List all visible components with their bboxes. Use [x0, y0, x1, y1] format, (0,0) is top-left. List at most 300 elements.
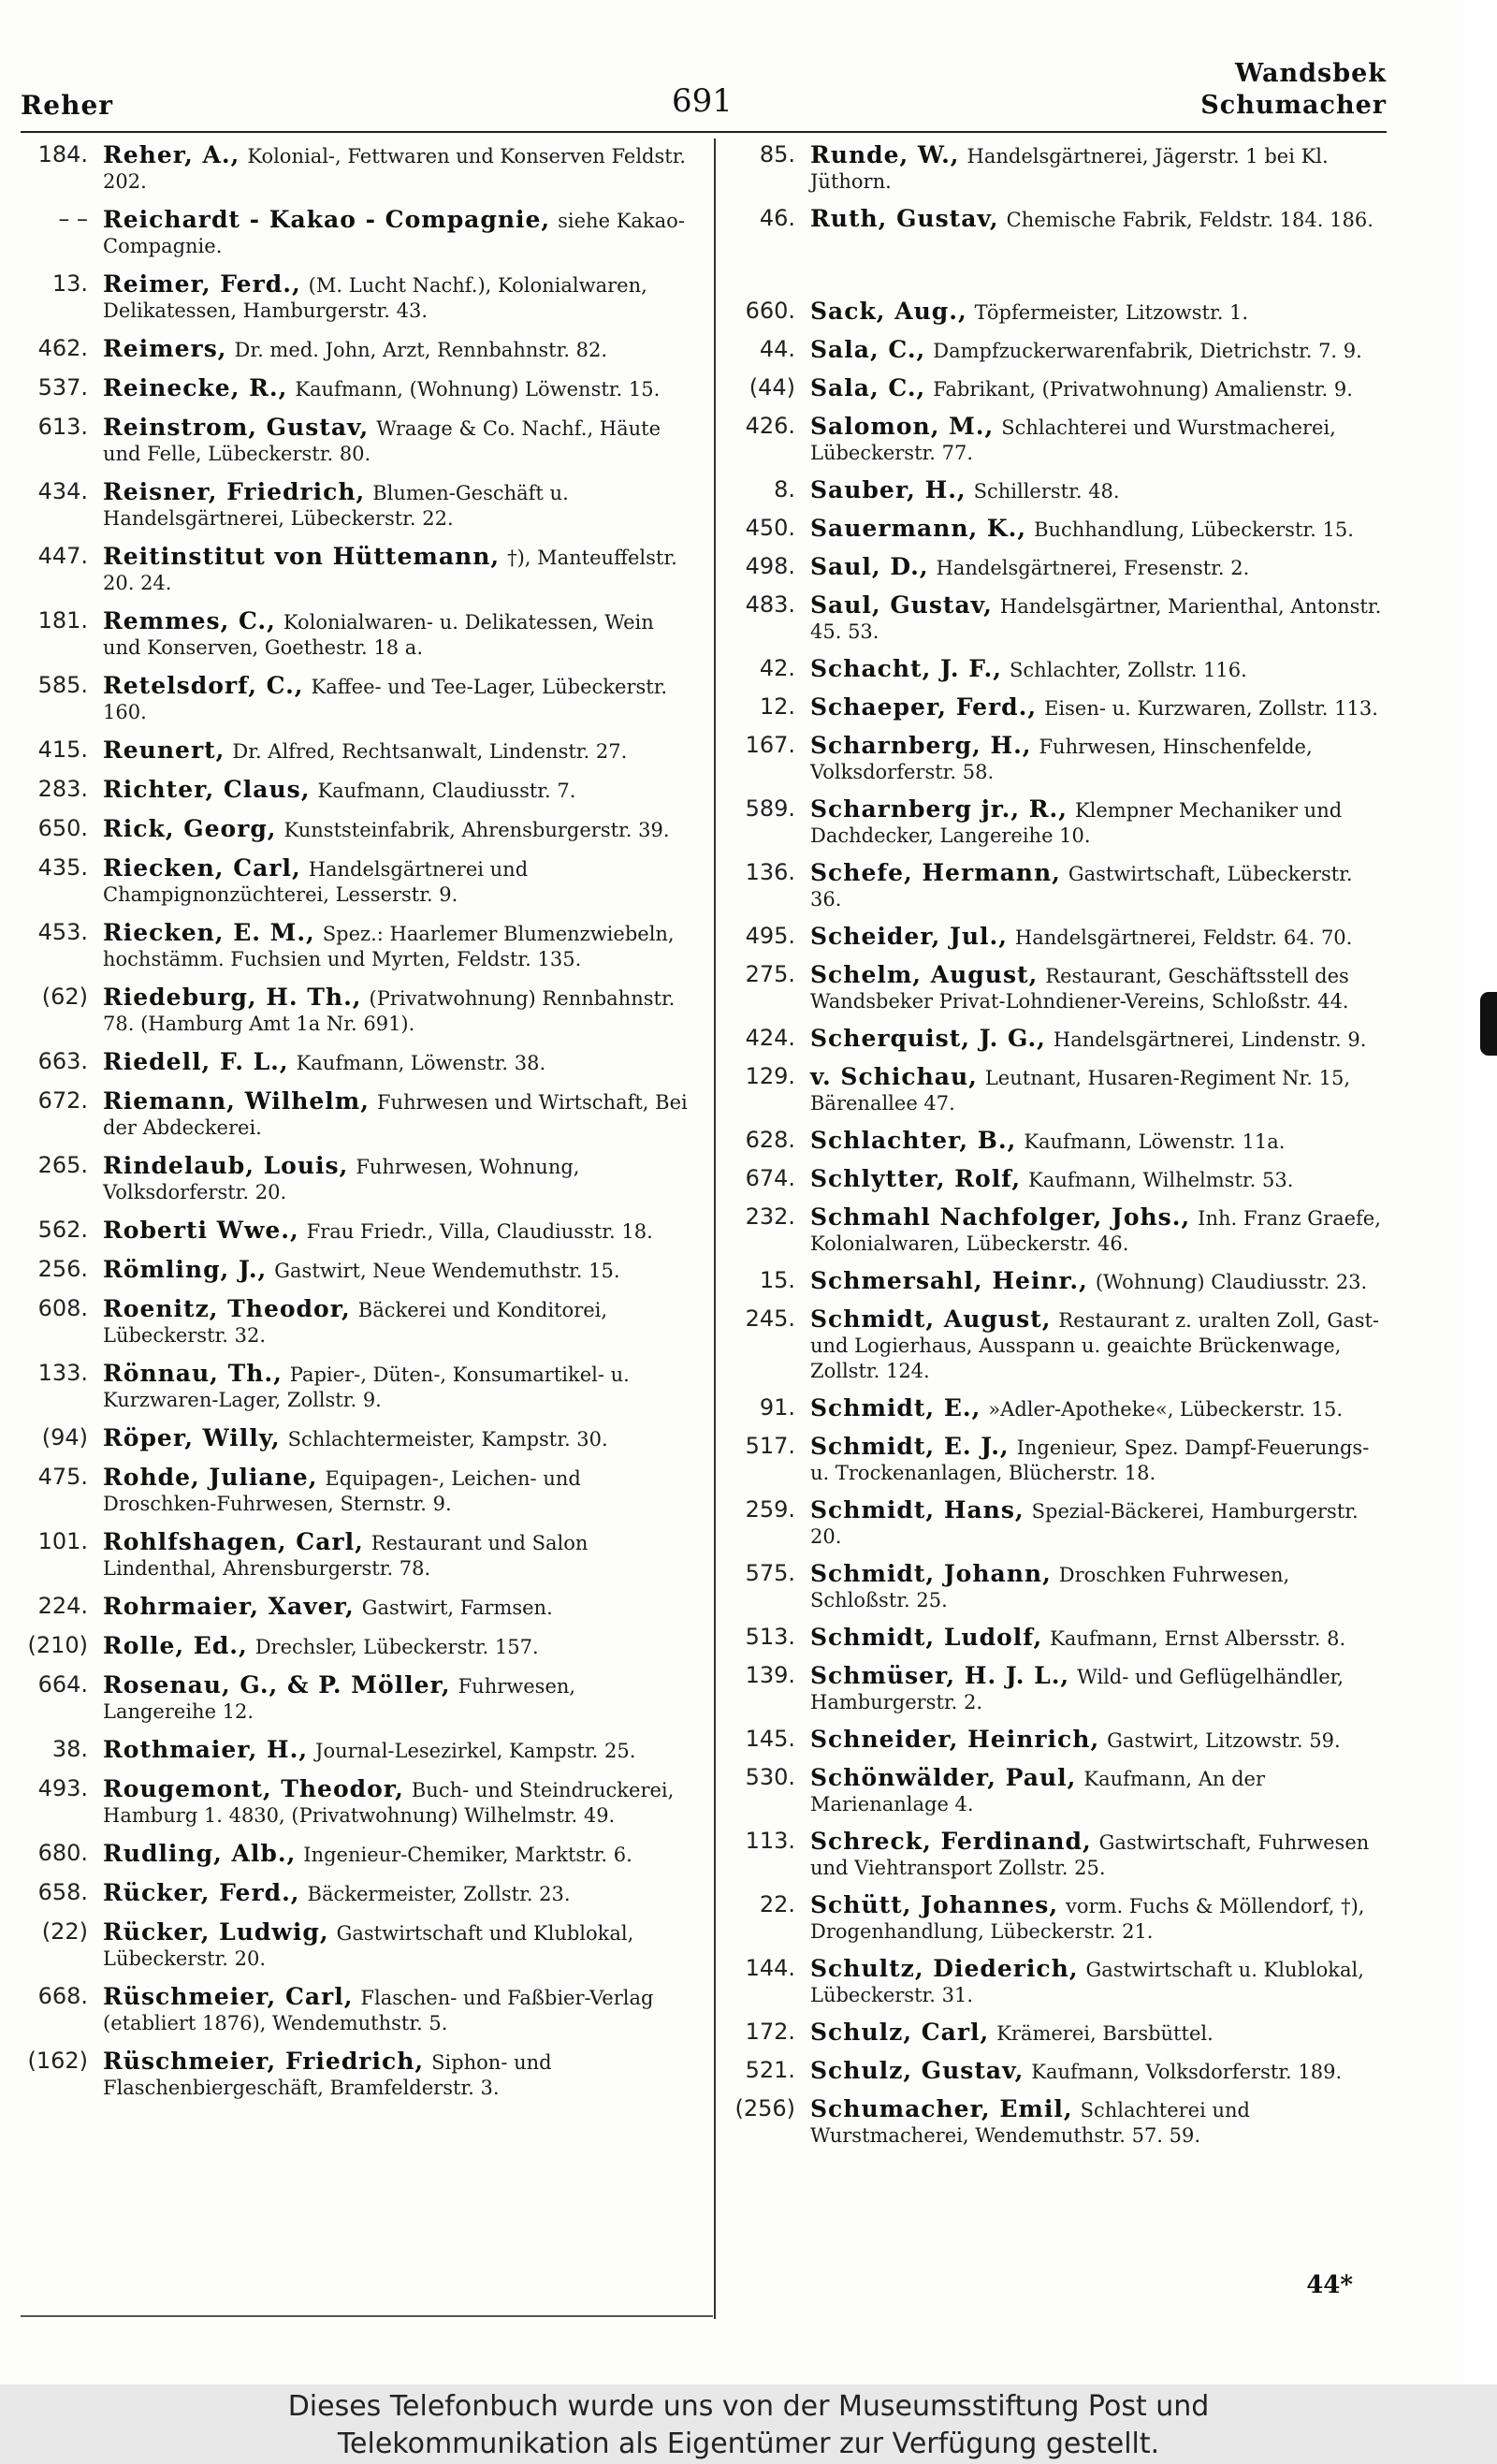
directory-entry: [21, 142, 694, 195]
entry-name: Schmahl Nachfolger, Johs.,: [810, 1203, 1191, 1231]
directory-entry: [21, 1217, 694, 1245]
entry-phone-number: 498.: [745, 553, 795, 579]
entry-detail: Gastwirtschaft, Lübeckerstr. 36.: [810, 863, 1353, 911]
entry-name: Schefe, Hermann,: [810, 859, 1061, 886]
entry-phone-number: 38.: [51, 1736, 88, 1762]
entry-phone-number: 450.: [745, 515, 795, 541]
entry-detail: Schlachtermeister, Kampstr. 30.: [287, 1428, 608, 1451]
entry-phone-number: (210): [27, 1632, 88, 1658]
entry-detail: Kaufmann, Claudiusstr. 7.: [317, 780, 576, 802]
entry-phone-number: 167.: [745, 732, 795, 758]
entry-detail: Spezial-Bäckerei, Hamburgerstr. 20.: [810, 1500, 1359, 1548]
entry-detail: Bäckermeister, Zollstr. 23.: [307, 1883, 571, 1905]
entry-phone-number: 12.: [759, 693, 795, 720]
entry-name: Roenitz, Theodor,: [103, 1295, 351, 1322]
header-right-keywords: [1200, 58, 1387, 122]
entry-detail: (Privatwohnung) Rennbahnstr. 78. (Hamburg Amt 1a Nr. 691).: [103, 987, 676, 1035]
directory-entry: [728, 860, 1388, 912]
entry-detail: Leutnant, Husaren-Regiment Nr. 15, Bärenallee 47.: [810, 1067, 1351, 1115]
directory-entry: [728, 1829, 1388, 1881]
entry-name: Schelm, August,: [810, 961, 1039, 988]
entry-phone-number: 13.: [51, 270, 88, 297]
directory-entry: [728, 733, 1388, 785]
entry-detail: Fuhrwesen, Wohnung, Volksdorferstr. 20.: [103, 1156, 580, 1203]
entry-name: Rudling, Alb.,: [103, 1840, 297, 1867]
entry-phone-number: 426.: [745, 413, 795, 439]
entry-name: Schütt, Johannes,: [810, 1891, 1059, 1918]
entry-detail: Equipagen-, Leichen- und Droschken-Fuhrwesen, Sternstr. 9.: [103, 1467, 581, 1515]
entry-phone-number: 435.: [37, 854, 88, 881]
column-divider: [714, 139, 716, 2319]
entry-name: Scheider, Jul.,: [810, 923, 1008, 950]
directory-entry: [728, 516, 1388, 543]
entry-phone-number: 453.: [37, 919, 88, 945]
entry-name: Schlytter, Rolf,: [810, 1165, 1022, 1192]
entry-phone-number: 232.: [745, 1203, 795, 1230]
entry-detail: Gastwirt, Farmsen.: [361, 1596, 553, 1619]
entry-name: Scherquist, J. G.,: [810, 1025, 1046, 1052]
entry-phone-number: 46.: [759, 205, 795, 231]
entry-name: Rüschmeier, Carl,: [103, 1983, 354, 2010]
entry-detail: Gastwirtschaft u. Klublokal, Lübeckerstr. 31.: [810, 1959, 1364, 2006]
entry-detail: Siphon- und Flaschenbiergeschäft, Bramfelderstr. 3.: [103, 2051, 552, 2099]
directory-entry: [21, 479, 694, 532]
entry-phone-number: 91.: [759, 1394, 795, 1421]
entry-name: Retelsdorf, C.,: [103, 672, 304, 699]
entry-name: Schlachter, B.,: [810, 1127, 1017, 1154]
entry-phone-number: 256.: [37, 1256, 88, 1282]
entry-name: Schönwälder, Paul,: [810, 1764, 1077, 1791]
directory-entry: [728, 1064, 1388, 1116]
attribution-line2: Telekommunikation als Eigentümer zur Verfügung gestellt.: [337, 2428, 1160, 2460]
entry-detail: Schlachterei und Wurstmacherei, Wendemuthstr. 57. 59.: [810, 2099, 1250, 2147]
directory-entry: [728, 375, 1388, 402]
entry-phone-number: (22): [41, 1918, 88, 1945]
attribution-line1: Dieses Telefonbuch wurde uns von der Museumsstiftung Post und: [287, 2390, 1210, 2423]
entry-name: Rohlfshagen, Carl,: [103, 1528, 364, 1555]
entry-detail: Flaschen- und Faßbier-Verlag (etabliert 1876), Wendemuthstr. 5.: [103, 1987, 654, 2034]
entry-name: Schultz, Diederich,: [810, 1955, 1079, 1982]
entry-phone-number: 613.: [37, 414, 88, 440]
attribution-banner: [0, 2384, 1497, 2464]
right-column: [728, 142, 1388, 2160]
entry-detail: Fuhrwesen, Langereihe 12.: [103, 1675, 576, 1723]
entry-name: Schulz, Carl,: [810, 2019, 990, 2046]
entry-name: Sack, Aug.,: [810, 298, 967, 325]
entry-detail: Kunststeinfabrik, Ahrensburgerstr. 39.: [283, 819, 670, 841]
entry-name: Riecken, Carl,: [103, 854, 301, 882]
entry-phone-number: 628.: [745, 1127, 795, 1153]
entry-detail: Droschken Fuhrwesen, Schloßstr. 25.: [810, 1564, 1290, 1611]
entry-detail: siehe Kakao-Compagnie.: [103, 210, 685, 257]
entry-phone-number: 585.: [37, 672, 88, 698]
directory-entry: [728, 2058, 1388, 2085]
entry-name: Saul, D.,: [810, 553, 929, 580]
entry-name: Schulz, Gustav,: [810, 2057, 1025, 2084]
entry-phone-number: 562.: [37, 1217, 88, 1243]
entry-name: Schmidt, Johann,: [810, 1560, 1052, 1587]
entry-detail: Buchhandlung, Lübeckerstr. 15.: [1034, 518, 1354, 541]
entry-name: Reimers,: [103, 335, 227, 362]
directory-entry: [728, 2019, 1388, 2047]
entry-phone-number: 668.: [37, 1983, 88, 2009]
entry-phone-number: 660.: [745, 298, 795, 324]
header-left-keyword: Reher: [21, 90, 114, 121]
entry-name: Schmidt, Hans,: [810, 1496, 1025, 1524]
entry-detail: Kaufmann, An der Marienanlage 4.: [810, 1768, 1265, 1815]
entry-phone-number: 44.: [759, 336, 795, 362]
entry-phone-number: 530.: [745, 1764, 795, 1790]
entry-detail: Restaurant z. uralten Zoll, Gast- und Logierhaus, Ausspann u. geaichte Brückenwage, Zollstr. 124.: [810, 1309, 1380, 1382]
entry-detail: (Wohnung) Claudiusstr. 23.: [1095, 1271, 1368, 1293]
directory-entry: [21, 777, 694, 804]
directory-entry: [21, 1361, 694, 1413]
entry-name: Roberti Wwe.,: [103, 1217, 299, 1244]
entry-detail: Fuhrwesen und Wirtschaft, Bei der Abdeckerei.: [103, 1091, 688, 1139]
directory-entry: [21, 1984, 694, 2036]
directory-entry: [728, 477, 1388, 504]
directory-entry: [21, 984, 694, 1037]
entry-name: Rosenau, G., & P. Möller,: [103, 1671, 451, 1699]
directory-entry: [21, 737, 694, 765]
directory-entry: [728, 962, 1388, 1014]
entry-phone-number: 283.: [37, 776, 88, 802]
entry-detail: Schillerstr. 48.: [973, 480, 1120, 503]
entry-phone-number: 42.: [759, 655, 795, 681]
entry-phone-number: 495.: [745, 923, 795, 949]
directory-entry: [728, 1625, 1388, 1652]
entry-detail: Kaufmann, Löwenstr. 38.: [296, 1052, 546, 1074]
entry-detail: Kolonial-, Fettwaren und Konserven Feldstr. 202.: [103, 145, 687, 193]
entry-phone-number: 172.: [745, 2019, 795, 2045]
entry-detail: Kaufmann, Ernst Albersstr. 8.: [1050, 1627, 1346, 1650]
entry-phone-number: 608.: [37, 1295, 88, 1321]
entry-detail: Kaffee- und Tee-Lager, Lübeckerstr. 160.: [103, 676, 668, 723]
entry-detail: Gastwirtschaft und Klublokal, Lübeckerstr. 20.: [103, 1922, 634, 1970]
entry-name: Sala, C.,: [810, 374, 926, 401]
directory-entry: [728, 1561, 1388, 1613]
directory-entry: [21, 1257, 694, 1284]
entry-phone-number: 517.: [745, 1433, 795, 1459]
directory-entry: [728, 337, 1388, 364]
entry-phone-number: 15.: [759, 1267, 795, 1293]
entry-name: Schmidt, E.,: [810, 1394, 981, 1422]
directory-entry: [21, 375, 694, 402]
entry-name: Schaeper, Ferd.,: [810, 693, 1038, 721]
entry-phone-number: 447.: [37, 543, 88, 569]
directory-entry: [728, 206, 1388, 233]
entry-name: Runde, W.,: [810, 141, 960, 168]
entry-phone-number: (44): [748, 374, 795, 401]
entry-phone-number: 424.: [745, 1025, 795, 1051]
entry-phone-number: 245.: [745, 1305, 795, 1332]
directory-entry: [728, 142, 1388, 195]
entry-detail: Papier-, Düten-, Konsumartikel- u. Kurzwaren-Lager, Zollstr. 9.: [103, 1363, 630, 1411]
entry-detail: Handelsgärtnerei, Feldstr. 64. 70.: [1014, 926, 1353, 949]
entry-detail: Handelsgärtnerei und Champignonzüchterei, Lesserstr. 9.: [103, 858, 529, 906]
directory-entry: [728, 1204, 1388, 1257]
directory-entry: [728, 1663, 1388, 1715]
directory-entry: [21, 336, 694, 363]
entry-phone-number: (162): [27, 2048, 88, 2074]
header-right-line2: Schumacher: [1200, 91, 1387, 120]
entry-phone-number: 513.: [745, 1624, 795, 1650]
directory-entry: [728, 1892, 1388, 1945]
entry-phone-number: 144.: [745, 1955, 795, 1981]
entry-name: Sauber, H.,: [810, 476, 967, 503]
directory-entry: [21, 415, 694, 467]
directory-entry: [728, 554, 1388, 581]
entry-phone-number: 113.: [745, 1828, 795, 1854]
entry-name: v. Schichau,: [810, 1063, 978, 1090]
entry-name: Ruth, Gustav,: [810, 205, 999, 232]
binding-edge-mark: [1480, 992, 1497, 1056]
entry-name: Reitinstitut von Hüttemann,: [103, 543, 501, 570]
entry-detail: Handelsgärtnerei, Jägerstr. 1 bei Kl. Jüthorn.: [810, 145, 1329, 193]
entry-name: Reisner, Friedrich,: [103, 478, 366, 505]
entry-name: Salomon, M.,: [810, 413, 995, 440]
entry-name: Schumacher, Emil,: [810, 2095, 1073, 2122]
entry-name: Riedeburg, H. Th.,: [103, 984, 362, 1011]
entry-detail: Kolonialwaren- u. Delikatessen, Wein und Konserven, Goethestr. 18 a.: [103, 611, 654, 659]
entry-phone-number: 537.: [37, 374, 88, 401]
directory-entry: [728, 592, 1388, 645]
directory-entry: [728, 1727, 1388, 1754]
entry-phone-number: 434.: [37, 478, 88, 504]
entry-phone-number: 493.: [37, 1775, 88, 1801]
entry-phone-number: 415.: [37, 736, 88, 763]
entry-name: Rohde, Juliane,: [103, 1464, 318, 1491]
directory-entry: [21, 1880, 694, 1907]
entry-name: Sala, C.,: [810, 336, 926, 363]
entry-detail: Wild- und Geflügelhändler, Hamburgerstr. 2.: [810, 1666, 1344, 1713]
entry-phone-number: 275.: [745, 961, 795, 987]
entry-phone-number: 136.: [745, 859, 795, 885]
entry-phone-number: (62): [41, 984, 88, 1010]
entry-detail: Frau Friedr., Villa, Claudiusstr. 18.: [306, 1220, 653, 1243]
directory-entry: [21, 1153, 694, 1205]
entry-phone-number: 672.: [37, 1087, 88, 1114]
directory-entry: [728, 1434, 1388, 1486]
directory-entry: [728, 1268, 1388, 1295]
entry-phone-number: 650.: [37, 815, 88, 841]
entry-name: Remmes, C.,: [103, 607, 276, 634]
directory-entry: [728, 1497, 1388, 1550]
entry-name: Reichardt - Kakao - Compagnie,: [103, 206, 551, 233]
entry-name: Rohrmaier, Xaver,: [103, 1593, 355, 1620]
entry-detail: Journal-Lesezirkel, Kampstr. 25.: [315, 1740, 636, 1762]
entry-name: Scharnberg jr., R.,: [810, 795, 1068, 823]
entry-detail: Klempner Mechaniker und Dachdecker, Langereihe 10.: [810, 799, 1343, 847]
entry-phone-number: 181.: [37, 607, 88, 634]
entry-detail: Blumen-Geschäft u. Handelsgärtnerei, Lübeckerstr. 22.: [103, 482, 569, 530]
directory-entry: [21, 1672, 694, 1725]
entry-name: Röper, Willy,: [103, 1424, 281, 1451]
entry-detail: Dr. med. John, Arzt, Rennbahnstr. 82.: [234, 339, 608, 361]
directory-entry: [728, 1026, 1388, 1053]
directory-entry: [21, 1296, 694, 1349]
entry-phone-number: 8.: [774, 476, 795, 503]
directory-entry: [728, 1306, 1388, 1384]
entry-name: Schreck, Ferdinand,: [810, 1828, 1092, 1855]
entry-name: Riedell, F. L.,: [103, 1048, 289, 1075]
entry-detail: Krämerei, Barsbüttel.: [996, 2022, 1214, 2045]
entry-detail: Dr. Alfred, Rechtsanwalt, Lindenstr. 27.: [232, 740, 628, 763]
directory-entry: [728, 694, 1388, 722]
entry-detail: Bäckerei und Konditorei, Lübeckerstr. 32.: [103, 1299, 608, 1347]
entry-phone-number: 663.: [37, 1048, 88, 1074]
entry-detail: Dampfzuckerwarenfabrik, Dietrichstr. 7. 9.: [933, 340, 1362, 362]
directory-entry: [21, 1465, 694, 1517]
directory-entry: [728, 414, 1388, 466]
entry-name: Römling, J.,: [103, 1256, 268, 1283]
entry-detail: Drechsler, Lübeckerstr. 157.: [254, 1636, 539, 1658]
entry-name: Reunert,: [103, 736, 225, 764]
entry-phone-number: 680.: [37, 1840, 88, 1866]
entry-phone-number: 483.: [745, 591, 795, 618]
entry-detail: Handelsgärtnerei, Lindenstr. 9.: [1053, 1028, 1367, 1051]
entry-detail: Gastwirtschaft, Fuhrwesen und Viehtransport Zollstr. 25.: [810, 1831, 1370, 1879]
entry-name: Saul, Gustav,: [810, 591, 993, 619]
entry-phone-number: 145.: [745, 1726, 795, 1752]
directory-entry: [728, 1166, 1388, 1193]
entry-phone-number: 521.: [745, 2057, 795, 2083]
entry-name: Reimer, Ferd.,: [103, 270, 301, 298]
page-margin: [1463, 0, 1497, 2384]
entry-name: Riemann, Wilhelm,: [103, 1087, 370, 1115]
directory-entry: [728, 924, 1388, 951]
directory-entry: [728, 1765, 1388, 1817]
directory-entry: [728, 1395, 1388, 1422]
directory-entry: [21, 271, 694, 324]
entry-detail: Schlachter, Zollstr. 116.: [1009, 659, 1247, 681]
entry-name: Scharnberg, H.,: [810, 732, 1032, 759]
directory-entry: [21, 1633, 694, 1660]
entry-detail: Buch- und Steindruckerei, Hamburg 1. 4830, (Privatwohnung) Wilhelmstr. 49.: [103, 1779, 675, 1827]
directory-entry: [21, 1049, 694, 1076]
entry-detail: Inh. Franz Graefe, Kolonialwaren, Lübeckerstr. 46.: [810, 1207, 1381, 1255]
entry-name: Rücker, Ludwig,: [103, 1918, 329, 1946]
entry-detail: Ingenieur-Chemiker, Marktstr. 6.: [303, 1844, 632, 1866]
entry-phone-number: 139.: [745, 1662, 795, 1688]
entry-phone-number: 475.: [37, 1464, 88, 1490]
directory-entry: [728, 2096, 1388, 2149]
footer-rule: [21, 2315, 713, 2317]
entry-phone-number: 674.: [745, 1165, 795, 1191]
directory-entry: [21, 1841, 694, 1868]
entry-name: Rothmaier, H.,: [103, 1736, 309, 1763]
left-column: [21, 142, 694, 2113]
directory-entry: [21, 920, 694, 972]
entry-name: Rougemont, Theodor,: [103, 1775, 404, 1802]
entry-name: Riecken, E. M.,: [103, 919, 315, 946]
entry-detail: Gastwirt, Litzowstr. 59.: [1107, 1729, 1341, 1752]
entry-phone-number: 589.: [745, 795, 795, 822]
entry-name: Schacht, J. F.,: [810, 655, 1002, 682]
entry-detail: Kaufmann, Löwenstr. 11a.: [1024, 1130, 1286, 1153]
entry-detail: »Adler-Apotheke«, Lübeckerstr. 15.: [988, 1398, 1344, 1421]
entry-detail: Töpfermeister, Litzowstr. 1.: [974, 301, 1249, 324]
entry-name: Schmersahl, Heinr.,: [810, 1267, 1088, 1294]
directory-entry: [21, 673, 694, 725]
entry-name: Reinstrom, Gustav,: [103, 414, 370, 441]
entry-name: Rindelaub, Louis,: [103, 1152, 349, 1179]
section-gap: [728, 244, 1388, 299]
entry-phone-number: 85.: [759, 141, 795, 168]
entry-detail: †), Manteuffelstr. 20. 24.: [103, 547, 677, 594]
entry-name: Schneider, Heinrich,: [810, 1726, 1100, 1753]
entry-detail: Kaufmann, Volksdorferstr. 189.: [1031, 2061, 1343, 2083]
entry-detail: (M. Lucht Nachf.), Kolonialwaren, Delikatessen, Hamburgerstr. 43.: [103, 274, 647, 322]
entry-name: Rüschmeier, Friedrich,: [103, 2048, 425, 2075]
entry-detail: Schlachterei und Wurstmacherei, Lübeckerstr. 77.: [810, 416, 1336, 464]
entry-detail: Gastwirt, Neue Wendemuthstr. 15.: [274, 1260, 620, 1282]
page-number: 691: [672, 82, 733, 120]
directory-entry: [21, 1088, 694, 1141]
entry-name: Rick, Georg,: [103, 815, 277, 842]
entry-detail: Ingenieur, Spez. Dampf-Feuerungs- u. Trockenanlagen, Blücherstr. 18.: [810, 1436, 1370, 1484]
header-rule: [21, 131, 1387, 133]
entry-phone-number: – –: [58, 206, 88, 232]
directory-entry: [21, 855, 694, 908]
entry-name: Rolle, Ed.,: [103, 1632, 248, 1659]
entry-name: Rönnau, Th.,: [103, 1360, 283, 1387]
entry-phone-number: (256): [734, 2095, 795, 2121]
entry-detail: Restaurant und Salon Lindenthal, Ahrensburgerstr. 78.: [103, 1532, 589, 1580]
page-signature: 44*: [1306, 2271, 1353, 2299]
entry-phone-number: 101.: [37, 1528, 88, 1554]
entry-phone-number: 224.: [37, 1593, 88, 1619]
entry-name: Schmidt, E. J.,: [810, 1433, 1010, 1460]
entry-detail: Fabrikant, (Privatwohnung) Amalienstr. 9.: [933, 378, 1353, 401]
entry-detail: Spez.: Haarlemer Blumenzwiebeln, hochstämm. Fuchsien und Myrten, Feldstr. 135.: [103, 923, 675, 970]
entry-phone-number: 22.: [759, 1891, 795, 1917]
entry-detail: Wraage & Co. Nachf., Häute und Felle, Lübeckerstr. 80.: [103, 417, 661, 465]
entry-detail: Restaurant, Geschäftsstell des Wandsbeker Privat-Lohndiener-Vereins, Schloßstr. 44.: [810, 965, 1349, 1013]
directory-entry: [21, 608, 694, 661]
entry-phone-number: 133.: [37, 1360, 88, 1386]
entry-detail: Handelsgärtnerei, Fresenstr. 2.: [936, 557, 1250, 579]
header-right-line1: Wandsbek: [1235, 59, 1387, 88]
entry-name: Reher, A.,: [103, 141, 240, 168]
entry-phone-number: 658.: [37, 1879, 88, 1905]
entry-detail: Kaufmann, Wilhelmstr. 53.: [1028, 1169, 1294, 1191]
directory-entry: [728, 796, 1388, 849]
entry-name: Reinecke, R.,: [103, 374, 288, 401]
entry-detail: Kaufmann, (Wohnung) Löwenstr. 15.: [295, 378, 661, 401]
directory-entry: [21, 1425, 694, 1452]
directory-entry: [21, 1594, 694, 1621]
directory-entry: [21, 1529, 694, 1582]
directory-entry: [728, 299, 1388, 326]
entry-phone-number: (94): [41, 1424, 88, 1451]
directory-entry: [21, 1919, 694, 1972]
entry-phone-number: 575.: [745, 1560, 795, 1586]
directory-entry: [21, 2048, 694, 2101]
entry-phone-number: 664.: [37, 1671, 88, 1698]
entry-phone-number: 259.: [745, 1496, 795, 1523]
directory-entry: [728, 1956, 1388, 2008]
directory-entry: [728, 1128, 1388, 1155]
entry-name: Schmidt, Ludolf,: [810, 1624, 1043, 1651]
entry-detail: Chemische Fabrik, Feldstr. 184. 186.: [1006, 209, 1373, 231]
entry-name: Schmüser, H. J. L.,: [810, 1662, 1070, 1689]
directory-entry: [21, 816, 694, 843]
entry-phone-number: 462.: [37, 335, 88, 361]
directory-entry: [728, 656, 1388, 683]
entry-name: Rücker, Ferd.,: [103, 1879, 300, 1906]
entry-phone-number: 184.: [37, 141, 88, 168]
